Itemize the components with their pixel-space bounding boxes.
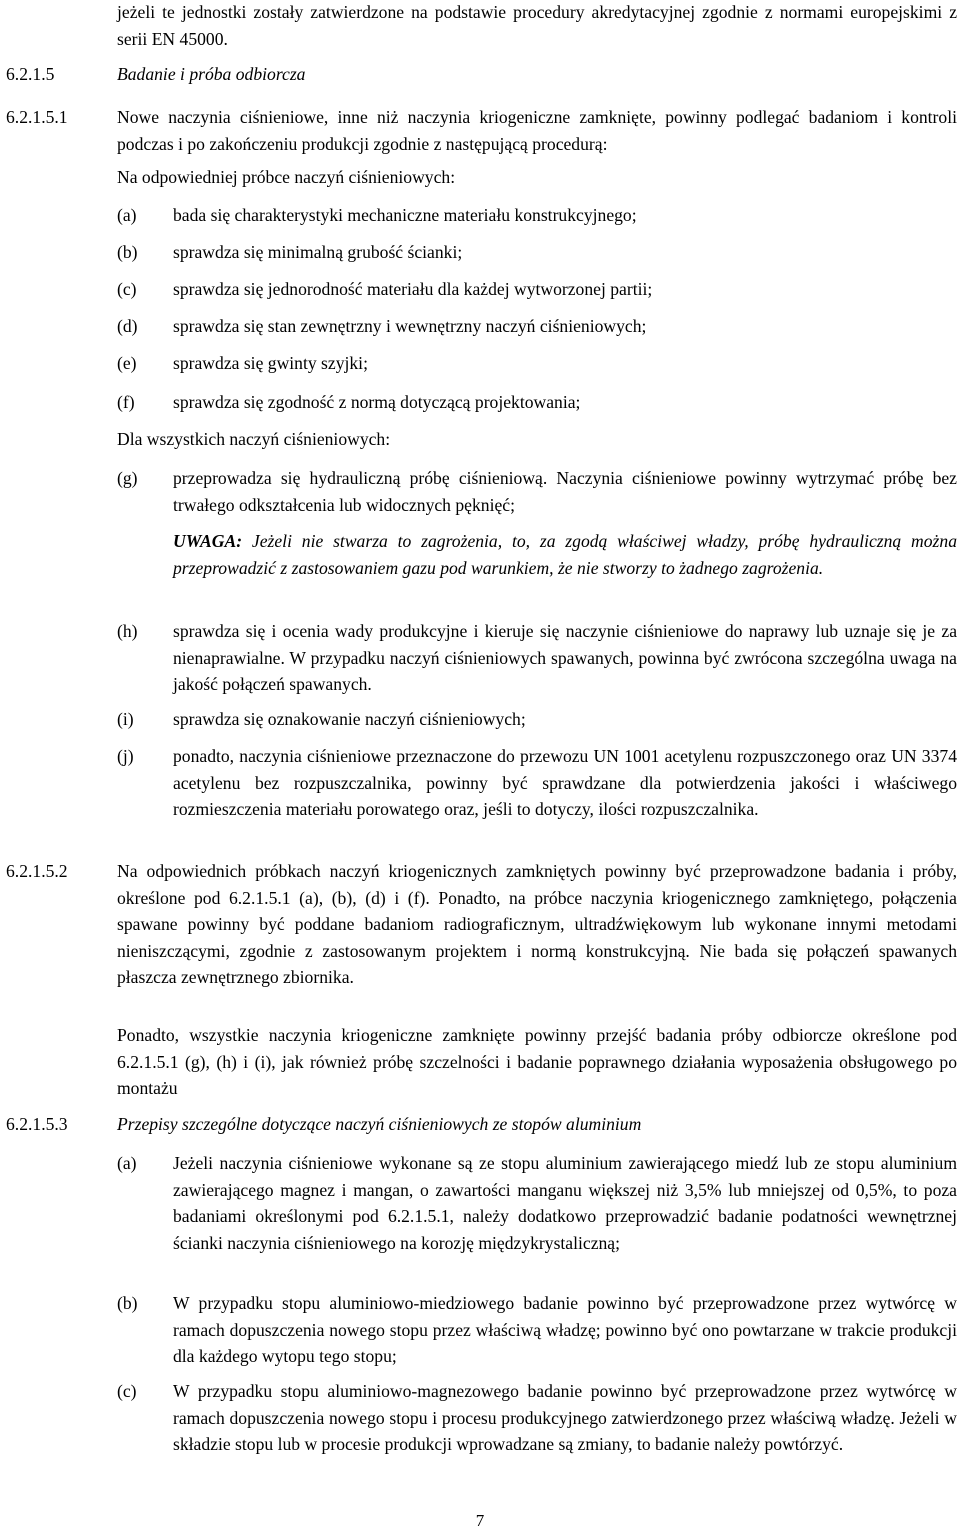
subsection-paragraph: Nowe naczynia ciśnieniowe, inne niż naczynia kriogeniczne zamknięte, powinny podlegać badaniom i kontroli podczas i po zakończeniu produkcji zgodnie z następującą procedurą: — [117, 107, 957, 154]
list-item: sprawdza się zgodność z normą dotyczącą projektowania; — [173, 392, 581, 412]
list-item: bada się charakterystyki mechaniczne materiału konstrukcyjnego; — [173, 205, 637, 225]
list-label: (i) — [117, 709, 134, 729]
subsection-title: Przepisy szczególne dotyczące naczyń ciśnieniowych ze stopów aluminium — [117, 1114, 642, 1134]
page-number: 7 — [475, 1511, 485, 1530]
list-item: W przypadku stopu aluminiowo-magnezowego badanie powinno być przeprowadzone przez wytwórcę w ramach dopuszczenia nowego stopu i procesu produkcyjnego zatwierdzonego przez właściwą władzę. Jeżeli w składzie stopu lub w procesie produkcji wprowadzane są zmiany, to badanie należy powtórzyć. — [173, 1381, 957, 1454]
list-item: W przypadku stopu aluminiowo-miedziowego badanie powinno być przeprowadzone przez wytwórcę w ramach dopuszczenia nowego stopu przez właściwą władzę; powinno być ono powtarzane w trakcie produkcji dla każdego wytopu tego stopu; — [173, 1293, 957, 1366]
note-text: Jeżeli nie stwarza to zagrożenia, to, za zgodą właściwej władzy, próbę hydrauliczną można przeprowadzić z zastosowaniem gazu pod warunkiem, że nie stworzy to żadnego zagrożenia. — [173, 531, 957, 578]
note-paragraph — [173, 528, 957, 581]
subsection-number: 6.2.1.5.3 — [6, 1114, 68, 1134]
list-item: sprawdza się jednorodność materiału dla każdej wytworzonej partii; — [173, 279, 653, 299]
subsection-number: 6.2.1.5.2 — [6, 861, 68, 881]
list-label: (c) — [117, 1381, 137, 1401]
list-label: (h) — [117, 621, 138, 641]
list-item: ponadto, naczynia ciśnieniowe przeznaczone do przewozu UN 1001 acetylenu rozpuszczonego oraz UN 3374 acetylenu bez rozpuszczalnika, powinny być sprawdzane dla potwierdzenia jakości i właściwego rozmieszczenia materiału porowatego oraz, jeśli to dotyczy, ilości rozpuszczalnika. — [173, 746, 957, 819]
list-item: sprawdza się i ocenia wady produkcyjne i kieruje się naczynie ciśnieniowe do naprawy lub uznaje się je za nienaprawialne. W przypadku naczyń ciśnieniowych spawanych, powinna być zwrócona szczególna uwaga na jakość połączeń spawanych. — [173, 621, 957, 694]
section-title: Badanie i próba odbiorcza — [117, 64, 306, 84]
list-item: sprawdza się stan zewnętrzny i wewnętrzny naczyń ciśnieniowych; — [173, 316, 647, 336]
list-item: przeprowadza się hydrauliczną próbę ciśnieniową. Naczynia ciśnieniowe powinny wytrzymać próbę bez trwałego odkształcenia lub widocznych pęknięć; — [173, 468, 957, 515]
list-label: (a) — [117, 205, 137, 225]
list-item: Jeżeli naczynia ciśnieniowe wykonane są ze stopu aluminium zawierającego miedź lub ze stopu aluminium zawierającego magnez i mangan, o zawartości manganu większej niż 3,5% lub mniejszej od 0,5%, to poza badaniami określonymi pod 6.2.1.5.1, należy dodatkowo przeprowadzić badanie podatności wewnętrznej ścianki naczynia ciśnieniowego na korozję międzykrystaliczną; — [173, 1153, 957, 1253]
note-label: UWAGA: — [173, 531, 243, 551]
list-label: (c) — [117, 279, 137, 299]
list-label: (d) — [117, 316, 138, 336]
subsection-paragraph: Na odpowiednich próbkach naczyń kriogenicznych zamkniętych powinny być przeprowadzone badania i próby, określone pod 6.2.1.5.1 (a), (b), (d) i (f). Ponadto, na próbce naczynia kriogenicznego zamkniętego, połączenia spawane powinny być poddane badaniom radiograficznym, ultradźwiękowym lub wykonane innymi metodami nieniszczącymi, zgodnie z zastosowanym projektem i normą konstrukcyjną. Nie bada się połączeń spawanych płaszcza zewnętrznego zbiornika. — [117, 861, 957, 987]
list-item: sprawdza się oznakowanie naczyń ciśnieniowych; — [173, 709, 526, 729]
list-label: (b) — [117, 242, 138, 262]
section-number: 6.2.1.5 — [6, 64, 55, 84]
all-vessels-intro: Dla wszystkich naczyń ciśnieniowych: — [117, 429, 391, 449]
subsection-number: 6.2.1.5.1 — [6, 107, 68, 127]
list-label: (j) — [117, 746, 134, 766]
intro-paragraph: jeżeli te jednostki zostały zatwierdzone na podstawie procedury akredytacyjnej zgodnie z normami europejskimi z serii EN 45000. — [117, 2, 957, 49]
list-item: sprawdza się minimalną grubość ścianki; — [173, 242, 463, 262]
sample-intro: Na odpowiedniej próbce naczyń ciśnieniowych: — [117, 167, 456, 187]
subsection-paragraph: Ponadto, wszystkie naczynia kriogeniczne zamknięte powinny przejść badania próby odbiorcze określone pod 6.2.1.5.1 (g), (h) i (i), jak również próbę szczelności i badanie poprawnego działania wyposażenia obsługowego po montażu — [117, 1025, 957, 1098]
list-label: (b) — [117, 1293, 138, 1313]
list-label: (f) — [117, 392, 135, 412]
list-label: (a) — [117, 1153, 137, 1173]
list-label: (g) — [117, 468, 138, 488]
list-item: sprawdza się gwinty szyjki; — [173, 353, 368, 373]
list-label: (e) — [117, 353, 137, 373]
